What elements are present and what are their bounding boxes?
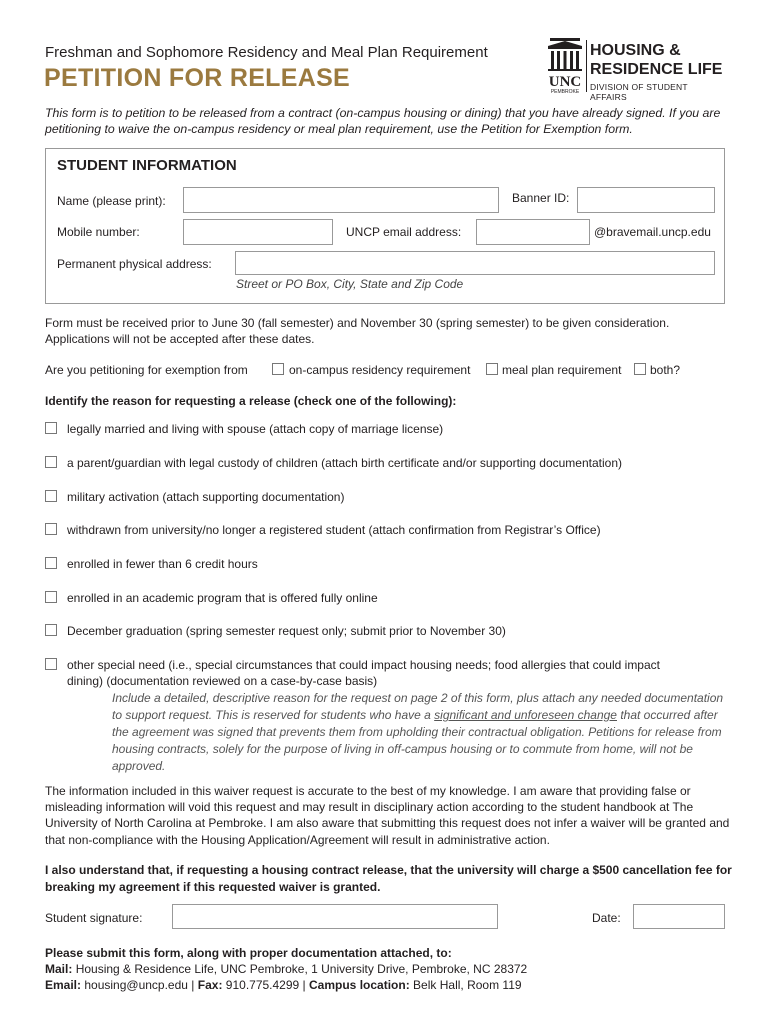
email-contact-label: Email:: [45, 978, 82, 992]
deadline-line1: Form must be received prior to June 30 (fall semester) and November 30 (spring semester) to be given consideration.: [45, 316, 670, 330]
email-contact-link[interactable]: housing@uncp.edu: [84, 978, 188, 992]
reason-label: withdrawn from university/no longer a registered student (attach confirmation from Registrar’s Office): [67, 523, 601, 537]
address-input[interactable]: [235, 251, 715, 275]
both-checkbox[interactable]: [634, 363, 646, 375]
separator: |: [302, 978, 306, 992]
exemption-question: Are you petitioning for exemption from: [45, 363, 248, 377]
reason-checkbox[interactable]: [45, 490, 57, 502]
fax-label: Fax:: [197, 978, 223, 992]
reason-checkbox[interactable]: [45, 658, 57, 670]
note-text-1: Include a detailed, descriptive reason for the request on page 2 of this form, plus attach any needed documentation to support request. This is reserved for students who have a: [112, 691, 724, 722]
email-label: UNCP email address:: [346, 225, 462, 239]
mobile-input[interactable]: [183, 219, 333, 245]
note-text-2: that occurred after the agreement was signed that prevents them from upholding their contractual obligation. Petitions for release from housing contracts, solely for the purpose of living in off-campus housing or to commute from home, will not be approved.: [112, 708, 722, 773]
reason-label: a parent/guardian with legal custody of children (attach birth certificate and/or supporting documentation): [67, 456, 622, 470]
reason-label: legally married and living with spouse (attach copy of marriage license): [67, 422, 444, 436]
mobile-label: Mobile number:: [57, 225, 140, 239]
reason-label: enrolled in fewer than 6 credit hours: [67, 557, 258, 571]
reason-label: December graduation (spring semester request only; submit prior to November 30): [67, 624, 506, 638]
banner-id-label: Banner ID:: [512, 191, 570, 205]
reason-checkbox[interactable]: [45, 422, 57, 434]
residency-option-label: on-campus residency requirement: [289, 363, 471, 377]
mail-address: Housing & Residence Life, UNC Pembroke, 1 University Drive, Pembroke, NC 28372: [75, 962, 528, 976]
contact-line: [45, 977, 522, 993]
housing-logo: [546, 38, 726, 102]
residency-checkbox[interactable]: [272, 363, 284, 375]
mail-line: [45, 961, 527, 977]
banner-id-input[interactable]: [577, 187, 715, 213]
mail-label: Mail:: [45, 962, 73, 976]
reason-checkbox[interactable]: [45, 557, 57, 569]
date-label: Date:: [592, 911, 621, 925]
campus-location: Belk Hall, Room 119: [413, 978, 522, 992]
campus-location-label: Campus location:: [309, 978, 410, 992]
logo-mark-sub: PEMBROKE: [550, 89, 580, 94]
both-option-label: both?: [650, 363, 681, 377]
signature-label: Student signature:: [45, 911, 143, 925]
logo-line3: DIVISION OF STUDENT AFFAIRS: [590, 82, 688, 102]
meal-plan-checkbox[interactable]: [486, 363, 498, 375]
date-input[interactable]: [633, 904, 725, 929]
signature-input[interactable]: [172, 904, 498, 929]
page-title: PETITION FOR RELEASE: [44, 64, 351, 92]
building-columns-icon: [546, 38, 584, 94]
name-input[interactable]: [183, 187, 499, 213]
address-hint: Street or PO Box, City, State and Zip Code: [236, 277, 464, 291]
reason-checkbox[interactable]: [45, 591, 57, 603]
logo-line1: HOUSING &: [590, 42, 681, 59]
logo-mark-text: UNC: [548, 74, 582, 90]
student-info-heading: STUDENT INFORMATION: [57, 157, 237, 174]
reason-checkbox[interactable]: [45, 624, 57, 636]
form-subtitle: Freshman and Sophomore Residency and Meal Plan Requirement: [45, 44, 488, 61]
reason-label: enrolled in an academic program that is offered fully online: [67, 591, 378, 605]
submit-heading: Please submit this form, along with proper documentation attached, to:: [45, 946, 452, 960]
name-label: Name (please print):: [57, 194, 166, 208]
logo-line2: RESIDENCE LIFE: [590, 61, 723, 78]
fax-number: 910.775.4299: [225, 978, 300, 992]
fee-statement: I also understand that, if requesting a housing contract release, that the university will charge a $500 cancellation fee for breaking my agreement if this requested waiver is granted.: [45, 863, 732, 894]
reasons-heading: Identify the reason for requesting a release (check one of the following):: [45, 394, 457, 408]
special-need-note: [112, 690, 732, 775]
reason-label: other special need (i.e., special circumstances that could impact housing needs; food allergies that could impact: [67, 658, 660, 672]
separator: |: [191, 978, 195, 992]
email-input[interactable]: [476, 219, 590, 245]
intro-text: This form is to petition to be released from a contract (on-campus housing or dining) that you have already signed. If you are petitioning to waive the on-campus residency or meal plan requirement, use the Petition for Exemption form.: [45, 106, 721, 136]
deadline-line2: Applications will not be accepted after these dates.: [45, 332, 315, 346]
note-underlined: significant and unforeseen change: [434, 708, 617, 722]
reason-checkbox[interactable]: [45, 456, 57, 468]
email-domain: @bravemail.uncp.edu: [594, 225, 711, 239]
reason-other-line2: dining) (documentation reviewed on a case-by-case basis): [67, 674, 378, 688]
meal-plan-option-label: meal plan requirement: [502, 363, 622, 377]
accuracy-statement: The information included in this waiver request is accurate to the best of my knowledge. I am aware that providing false or misleading information will void this request and may result in disciplinary action according to the student handbook at The University of North Carolina at Pembroke. I am also aware that submitting this request does not infer a waiver will be granted and that non-compliance with the Housing Application/Agreement will result in administrative action.: [45, 784, 730, 847]
reason-label: military activation (attach supporting documentation): [67, 490, 345, 504]
reason-checkbox[interactable]: [45, 523, 57, 535]
address-label: Permanent physical address:: [57, 257, 212, 271]
